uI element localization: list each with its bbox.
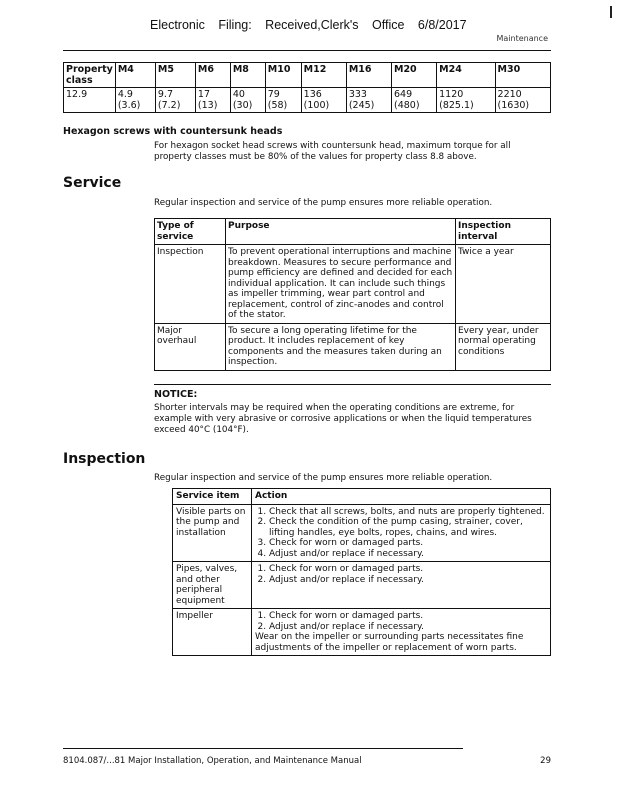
footer-doc-title: 8104.087/...81 Major Installation, Operation, and Maintenance Manual bbox=[63, 756, 362, 766]
table-row bbox=[173, 609, 551, 656]
table-cell: 2210 (1630) bbox=[495, 88, 550, 113]
table-header: M5 bbox=[155, 63, 195, 88]
page-number: 29 bbox=[540, 756, 551, 766]
table-cell: 9.7 (7.2) bbox=[155, 88, 195, 113]
inspection-heading: Inspection bbox=[63, 451, 146, 467]
service-purpose: To prevent operational interruptions and machine breakdown. Measures to secure performance and pump efficiency are defined and decided for each individual application. It can include such things as impeller trimming, wear part control and replacement, control of zinc-anodes and control of the stator. bbox=[226, 245, 456, 324]
list-item: 4. Adjust and/or replace if necessary. bbox=[269, 549, 547, 560]
countersunk-text: For hexagon socket head screws with countersunk head, maximum torque for all property classes must be 80% of the values for property class 8.8 above. bbox=[154, 141, 511, 162]
list-item: 1. Check for worn or damaged parts. bbox=[269, 611, 547, 622]
service-table-header-row bbox=[155, 219, 551, 245]
header-rule bbox=[63, 50, 551, 51]
table-row bbox=[173, 504, 551, 562]
service-type: Inspection bbox=[155, 245, 226, 324]
table-header: M30 bbox=[495, 63, 550, 88]
service-item: Visible parts on the pump and installation bbox=[173, 504, 252, 562]
table-header: M6 bbox=[195, 63, 230, 88]
service-heading: Service bbox=[63, 175, 122, 191]
action-list bbox=[255, 564, 547, 585]
service-interval: Every year, under normal operating conditions bbox=[456, 323, 551, 370]
service-item: Impeller bbox=[173, 609, 252, 656]
list-item: 3. Check for worn or damaged parts. bbox=[269, 538, 547, 549]
table-cell: 649 (480) bbox=[391, 88, 436, 113]
table-cell: 12.9 bbox=[64, 88, 116, 113]
action-list bbox=[255, 611, 547, 632]
filing-stamp: Electronic Filing: Received,Clerk's Office 6/8/2017 bbox=[150, 18, 467, 32]
table-header: Service item bbox=[173, 489, 252, 505]
notice-rule bbox=[154, 384, 551, 385]
table-cell: 1120 (825.1) bbox=[437, 88, 495, 113]
table-cell: 79 (58) bbox=[265, 88, 301, 113]
list-item: 1. Check for worn or damaged parts. bbox=[269, 564, 547, 575]
scan-edge-mark bbox=[610, 6, 612, 18]
table-cell: 40 (30) bbox=[230, 88, 265, 113]
table-row bbox=[155, 245, 551, 324]
table-cell: 17 (13) bbox=[195, 88, 230, 113]
list-item: 1. Check that all screws, bolts, and nuts are properly tightened. bbox=[269, 507, 547, 518]
table-header: M16 bbox=[346, 63, 391, 88]
table-header: Purpose bbox=[226, 219, 456, 245]
service-item: Pipes, valves, and other peripheral equipment bbox=[173, 562, 252, 609]
service-interval: Twice a year bbox=[456, 245, 551, 324]
table-header: M12 bbox=[301, 63, 346, 88]
action-note: Wear on the impeller or surrounding parts necessitates fine adjustments of the impeller or replacement of worn parts. bbox=[255, 632, 524, 653]
countersunk-heading: Hexagon screws with countersunk heads bbox=[63, 126, 283, 137]
table-header: Property class bbox=[64, 63, 116, 88]
table-header: M8 bbox=[230, 63, 265, 88]
table-header: Inspection interval bbox=[456, 219, 551, 245]
section-label: Maintenance bbox=[496, 34, 548, 43]
table-row bbox=[173, 562, 551, 609]
table-row bbox=[155, 323, 551, 370]
table-row bbox=[64, 88, 551, 113]
inspection-table bbox=[172, 488, 551, 656]
action-list bbox=[255, 507, 547, 560]
notice-text: Shorter intervals may be required when the operating conditions are extreme, for example with very abrasive or corrosive applications or when the liquid temperatures exceed 40°C (104°F). bbox=[154, 403, 532, 435]
footer-rule bbox=[63, 748, 463, 749]
service-purpose: To secure a long operating lifetime for the product. It includes replacement of key components and the measures taken during an inspection. bbox=[226, 323, 456, 370]
service-type: Major overhaul bbox=[155, 323, 226, 370]
action-cell bbox=[252, 504, 551, 562]
table-header: M24 bbox=[437, 63, 495, 88]
table-header: Action bbox=[252, 489, 551, 505]
table-cell: 136 (100) bbox=[301, 88, 346, 113]
inspection-table-header-row bbox=[173, 489, 551, 505]
service-table bbox=[154, 218, 551, 371]
torque-table-header-row bbox=[64, 63, 551, 88]
notice-title: NOTICE: bbox=[154, 389, 198, 400]
list-item: 2. Adjust and/or replace if necessary. bbox=[269, 575, 547, 586]
torque-table bbox=[63, 62, 551, 113]
table-header: M20 bbox=[391, 63, 436, 88]
page-footer bbox=[63, 756, 551, 766]
action-cell bbox=[252, 562, 551, 609]
table-cell: 4.9 (3.6) bbox=[115, 88, 155, 113]
table-header: Type of service bbox=[155, 219, 226, 245]
table-cell: 333 (245) bbox=[346, 88, 391, 113]
action-cell bbox=[252, 609, 551, 656]
list-item: 2. Check the condition of the pump casing, strainer, cover, lifting handles, eye bolts, ropes, chains, and wires. bbox=[269, 517, 547, 538]
list-item: 2. Adjust and/or replace if necessary. bbox=[269, 622, 547, 633]
inspection-intro: Regular inspection and service of the pump ensures more reliable operation. bbox=[154, 473, 493, 483]
table-header: M4 bbox=[115, 63, 155, 88]
table-header: M10 bbox=[265, 63, 301, 88]
service-intro: Regular inspection and service of the pump ensures more reliable operation. bbox=[154, 198, 493, 208]
